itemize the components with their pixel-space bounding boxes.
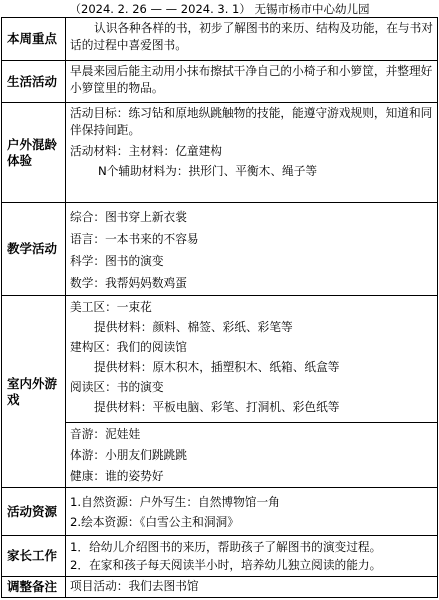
row-parents [2, 535, 437, 576]
parent-task: 1．给幼儿介绍图书的来历，帮助孩子了解图书的演变过程。 [70, 540, 382, 554]
outdoor-goal: 活动目标：练习钻和原地纵跳触物的技能，能遵守游戏规则，知道和同伴保持间距。 [70, 106, 433, 137]
resource-item: 2.绘本资源：《白雪公主和洞洞》 [70, 515, 239, 529]
health-game: 健康：谁的姿势好 [70, 469, 164, 483]
music-game: 音游：泥娃娃 [70, 427, 141, 441]
document-title: （2024. 2. 26 — — 2024. 3. 1） 无锡市杨市中心幼儿园 [69, 2, 370, 16]
teaching-item: 科学：图书的演变 [70, 254, 164, 268]
content-games-sub [66, 424, 437, 487]
outdoor-main-material: 活动材料：主材料：亿童建构 [70, 144, 222, 158]
content-parents [66, 536, 437, 576]
content-life-activity [66, 61, 437, 102]
label-parents: 家长工作 [2, 536, 66, 576]
row-life-activity [2, 60, 437, 102]
teaching-item: 语言：一本书来的不容易 [70, 232, 199, 246]
label-weekly-focus: 本周重点 [2, 18, 66, 60]
content-resources [66, 488, 437, 535]
row-weekly-focus [2, 18, 437, 60]
art-area: 美工区：一束花 [70, 300, 152, 314]
build-materials: 提供材料：原木积木，插塑积木、纸箱、纸盒等 [94, 360, 340, 374]
resource-item: 1.自然资源：户外写生：自然博物馆一角 [70, 495, 280, 509]
notes-text: 项目活动：我们去图书馆 [70, 579, 199, 593]
read-area: 阅读区：书的演变 [70, 380, 164, 394]
label-teaching: 教学活动 [2, 203, 66, 295]
label-notes: 调整备注 [2, 577, 66, 597]
teaching-item: 综合：图书穿上新衣裳 [70, 210, 187, 224]
content-notes [66, 577, 437, 597]
label-games: 室内外游戏 [2, 296, 66, 487]
teaching-item: 数学：我帮妈妈数鸡蛋 [70, 276, 187, 290]
label-life-activity: 生活活动 [2, 61, 66, 102]
label-outdoor: 户外混龄体验 [2, 103, 66, 202]
games-divider [66, 422, 437, 423]
weekly-plan-table [1, 17, 438, 598]
content-teaching [66, 203, 437, 295]
row-outdoor [2, 102, 437, 202]
row-notes [2, 576, 437, 597]
label-resources: 活动资源 [2, 488, 66, 535]
read-materials: 提供材料：平板电脑、彩笔、打洞机、彩色纸等 [94, 400, 340, 414]
row-teaching [2, 202, 437, 295]
row-games [2, 295, 437, 487]
outdoor-aux-material: N个辅助材料为：拱形门、平衡木、绳子等 [98, 164, 318, 178]
content-weekly-focus [66, 18, 437, 60]
life-activity-text: 早晨来园后能主动用小抹布擦拭干净自己的小椅子和小箩筐，并整理好小箩筐里的物品。 [70, 64, 433, 95]
weekly-focus-text: 认识各种各样的书，初步了解图书的来历、结构及功能，在与书对话的过程中喜爱图书。 [70, 21, 433, 52]
row-resources [2, 487, 437, 535]
art-materials: 提供材料：颜料、棉签、彩纸、彩笔等 [94, 320, 293, 334]
sports-game: 体游：小朋友们跳跳跳 [70, 448, 187, 462]
content-outdoor [66, 103, 437, 202]
build-area: 建构区：我们的阅读馆 [70, 340, 187, 354]
parent-task: 2．在家和孩子每天阅读半小时，培养幼儿独立阅读的能力。 [70, 558, 382, 572]
